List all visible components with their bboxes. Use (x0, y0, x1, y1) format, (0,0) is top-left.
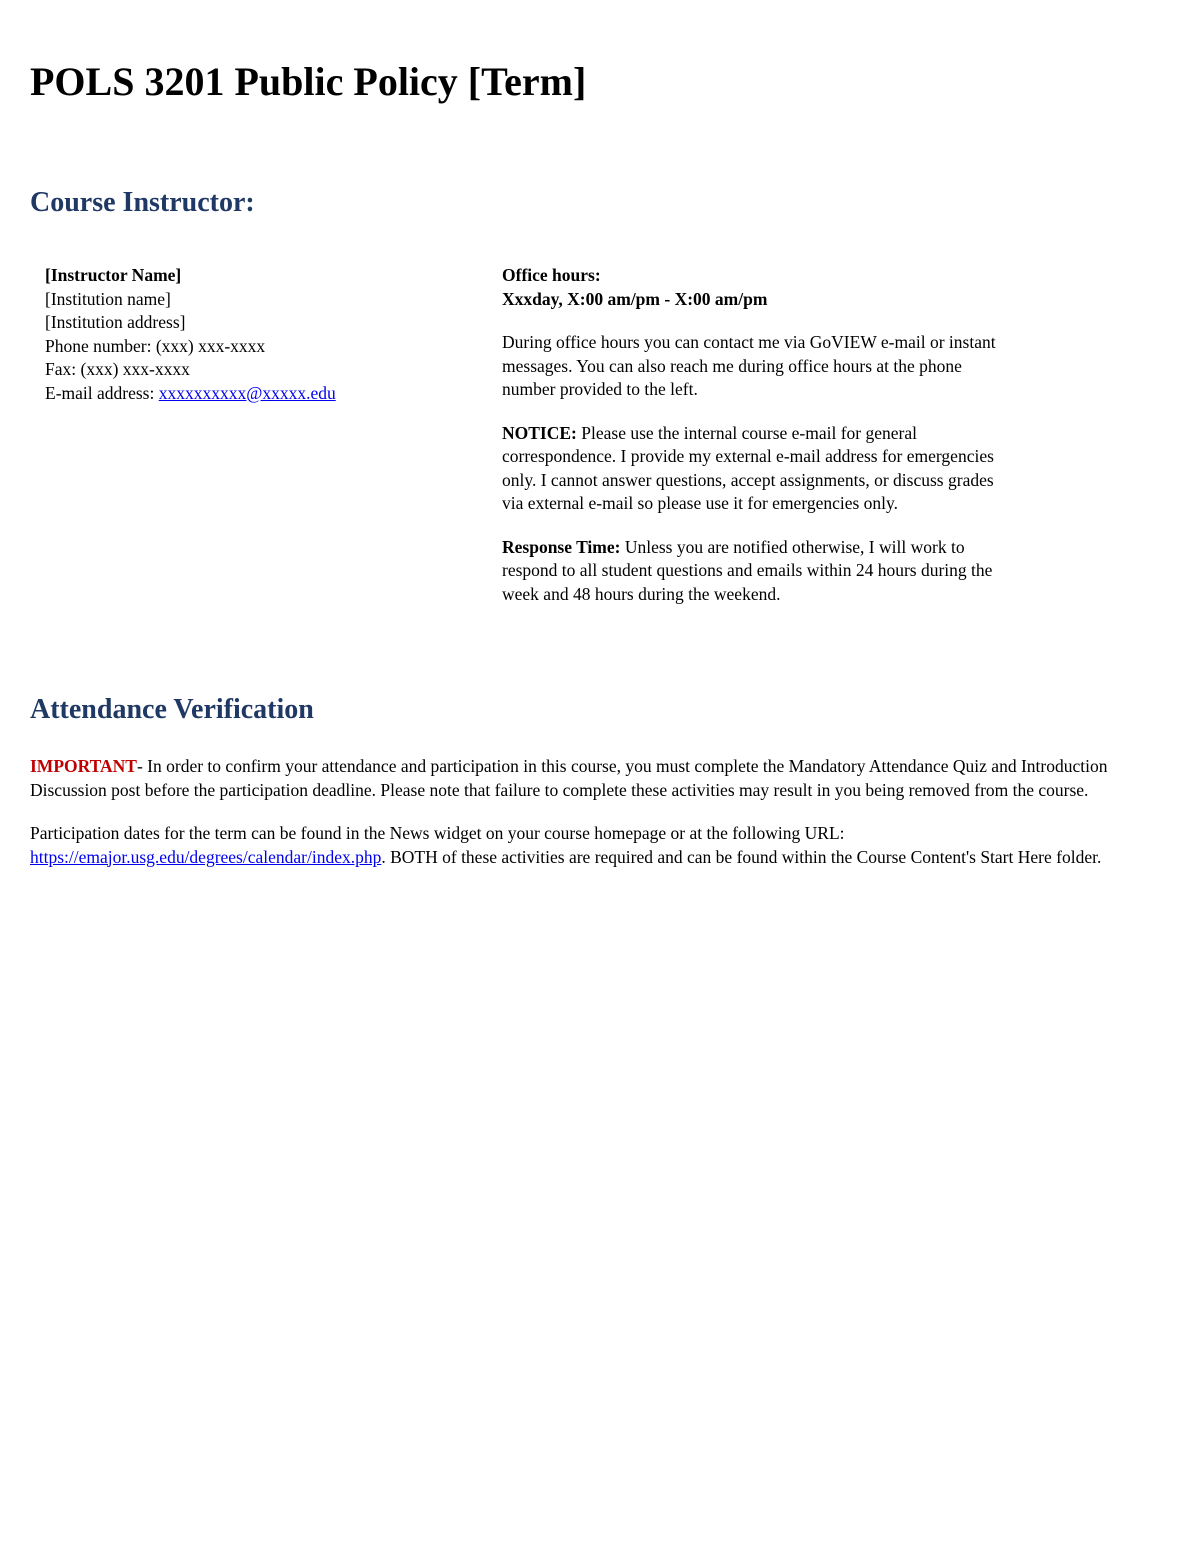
notice-label: NOTICE: (502, 422, 577, 443)
notice-paragraph (502, 422, 1002, 516)
email-link[interactable]: xxxxxxxxxx@xxxxx.edu (158, 382, 336, 403)
office-contact-text: During office hours you can contact me via GoVIEW e-mail or instant messages. You can also reach me during office hours at the phone number provided to the left. (502, 332, 996, 399)
fax-value: (xxx) xxx-xxxx (80, 359, 190, 379)
attendance-verification-heading: Attendance Verification (30, 694, 314, 725)
calendar-link[interactable]: https://emajor.usg.edu/degrees/calendar/index.php (30, 846, 382, 867)
instructor-contact-block (45, 264, 475, 405)
fax-label: Fax: (45, 359, 81, 379)
response-time-paragraph (502, 536, 1002, 607)
response-time-text: Unless you are notified otherwise, I will work to respond to all student questions and emails within 24 hours during the week and 48 hours during the weekend. (502, 536, 993, 604)
attendance-block (30, 755, 1165, 869)
document-title: POLS 3201 Public Policy [Term] (30, 59, 587, 104)
phone-value: (xxx) xxx-xxxx (155, 335, 266, 356)
email-line (45, 382, 475, 406)
fax-line (45, 358, 475, 382)
office-hours-label: Office hours: (502, 265, 601, 285)
institution-name: [Institution name] (45, 288, 171, 309)
notice-text: Please use the internal course e-mail for general correspondence. I provide my external e-mail address for emergencies only. I cannot answer questions, accept assignments, or discuss grades via external e-mail so please use it for emergencies only. (502, 422, 994, 513)
email-label: E-mail address: (45, 382, 159, 403)
important-label: IMPORTANT (30, 756, 137, 776)
phone-label: Phone number: (45, 335, 156, 356)
response-time-label: Response Time: (502, 536, 621, 557)
important-text: - In order to confirm your attendance and participation in this course, you must complete the Mandatory Attendance Quiz and Introduction Discussion post before the participation deadline. Please note that failure to complete these activities may result in you being removed from the course. (30, 756, 1108, 800)
instructor-name: [Instructor Name] (45, 265, 182, 285)
office-hours-block (502, 264, 1002, 606)
office-hours-value: Xxxday, X:00 am/pm - X:00 am/pm (502, 288, 768, 309)
important-paragraph (30, 755, 1165, 802)
course-instructor-heading: Course Instructor: (30, 187, 255, 218)
institution-address: [Institution address] (45, 312, 186, 332)
participation-dates-text: Participation dates for the term can be found in the News widget on your course homepage or at the following URL: (30, 823, 845, 843)
participation-dates-paragraph (30, 822, 1165, 869)
participation-dates-text-after: . BOTH of these activities are required and can be found within the Course Content's Start Here folder. (381, 846, 1102, 867)
phone-line (45, 335, 475, 359)
